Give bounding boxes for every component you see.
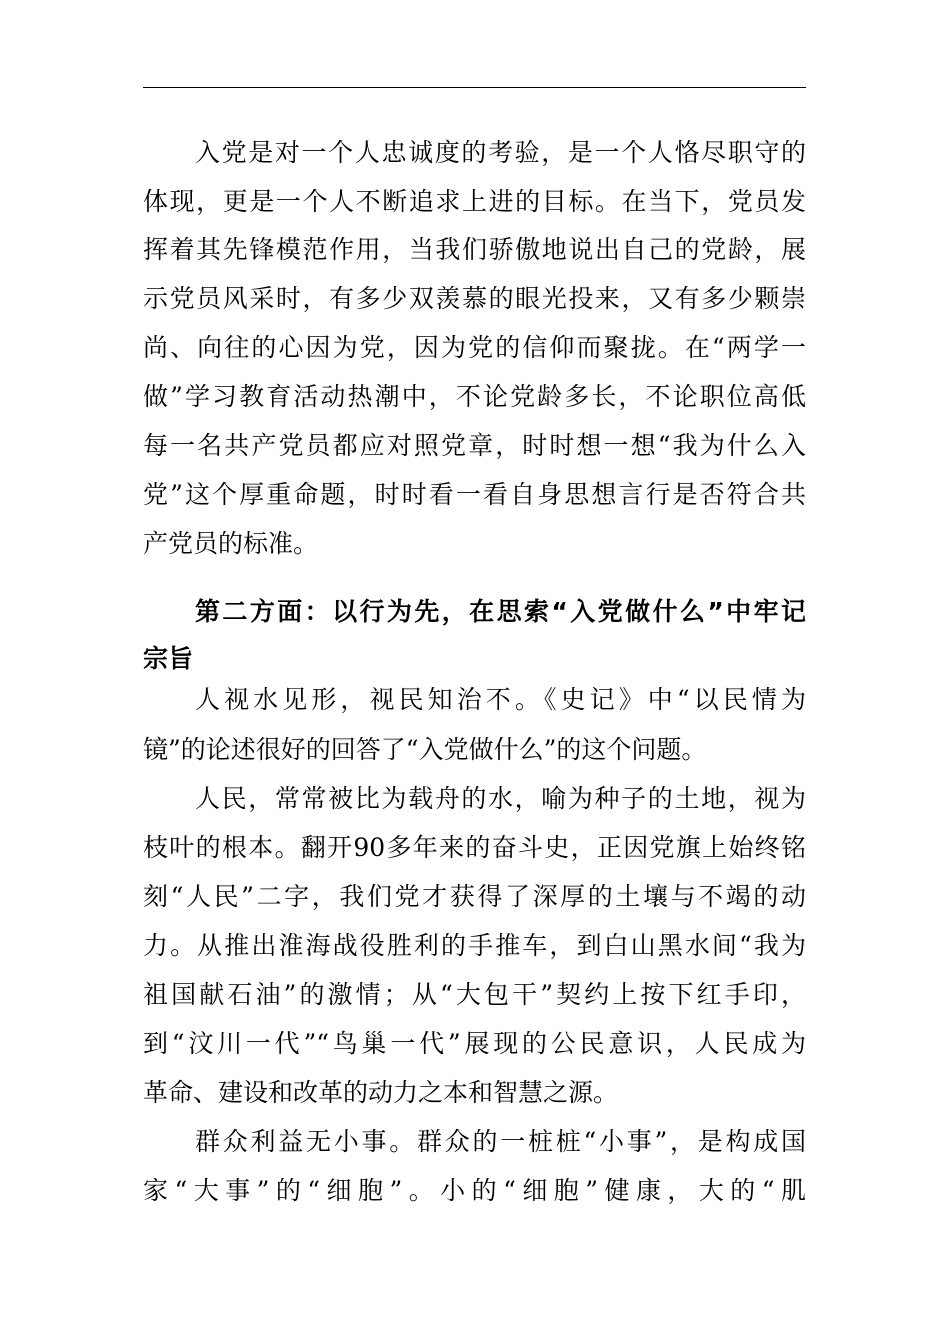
paragraph-line: 体现，更是一个人不断追求上进的目标。在当下，党员发: [143, 187, 806, 216]
paragraph-line: 家“大事”的“细胞”。小的“细胞”健康，大的“肌: [143, 1176, 806, 1205]
paragraph-line: 到“汶川一代”“鸟巢一代”展现的公民意识，人民成为: [143, 1029, 806, 1058]
paragraph-line: 尚、向往的心因为党，因为党的信仰而聚拢。在“两学一: [143, 333, 806, 362]
paragraph-line: 人民，常常被比为载舟的水，喻为种子的土地，视为: [195, 784, 806, 813]
paragraph-line: 革命、建设和改革的动力之本和智慧之源。: [143, 1078, 619, 1107]
paragraph-line: 每一名共产党员都应对照党章，时时想一想“我为什么入: [143, 431, 806, 460]
paragraph-line: 群众利益无小事。群众的一桩桩“小事”，是构成国: [195, 1127, 806, 1156]
paragraph-line: 祖国献石油”的激情；从“大包干”契约上按下红手印，: [143, 980, 806, 1009]
paragraph-line: 刻“人民”二字，我们党才获得了深厚的土壤与不竭的动: [143, 882, 806, 911]
paragraph-line: 力。从推出淮海战役胜利的手推车，到白山黑水间“我为: [143, 931, 806, 960]
paragraph-line: 入党是对一个人忠诚度的考验，是一个人恪尽职守的: [195, 138, 806, 167]
paragraph-line: 产党员的标准。: [143, 529, 319, 558]
paragraph-line: 挥着其先锋模范作用，当我们骄傲地说出自己的党龄，展: [143, 235, 806, 264]
section-heading: 第二方面：以行为先，在思索“入党做什么”中牢记: [195, 597, 806, 626]
paragraph-line: 枝叶的根本。翻开90多年来的奋斗史，正因党旗上始终铭: [143, 833, 806, 862]
paragraph-line: 党”这个厚重命题，时时看一看自身思想言行是否符合共: [143, 480, 806, 509]
paragraph-line: 示党员风采时，有多少双羡慕的眼光投来，又有多少颗崇: [143, 284, 806, 313]
header-rule: [143, 87, 806, 88]
paragraph-line: 镜”的论述很好的回答了“入党做什么”的这个问题。: [143, 735, 707, 764]
paragraph-line: 做”学习教育活动热潮中，不论党龄多长，不论职位高低: [143, 382, 806, 411]
paragraph-line: 人视水见形，视民知治不。《史记》中“以民情为: [195, 685, 806, 714]
section-heading: 宗旨: [143, 644, 194, 673]
